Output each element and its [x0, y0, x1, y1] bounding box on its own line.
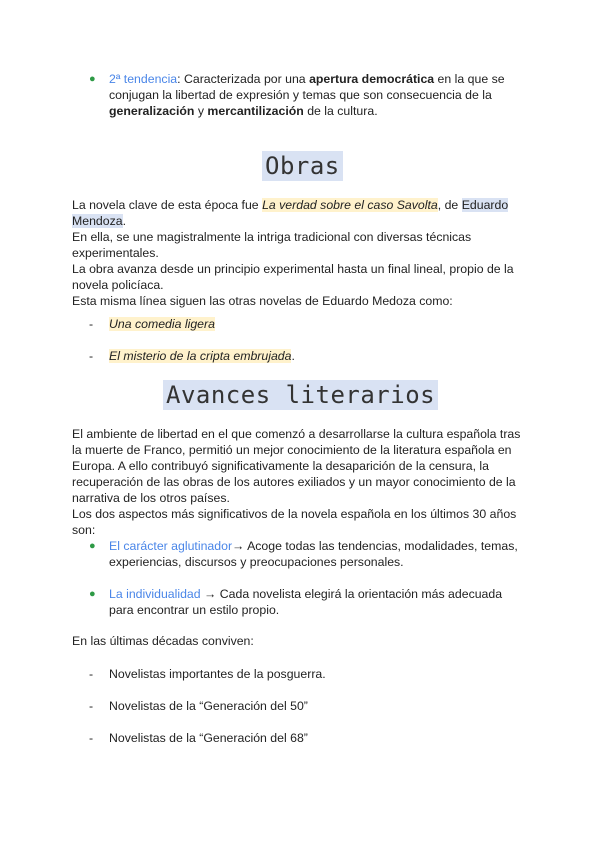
document-page: ● 2ª tendencia: Caracterizada por una apertura democrática en la que se conjugan la libertad de expresión y temas que son consecuencia de la generalización y mercantilización de la cultura. Obras La novela clave de esta época fue La verdad sobre el caso Savolta, de Eduardo Mendoza. En ella, se une magistralmente la intriga tradicional con diversas técnicas experimentales. La obra avanza desde un principio experimental hasta un final lineal, propio de la novela policíaca. Esta misma línea siguen las otras novelas de Eduardo Medoza como: - Una comedia ligera - El misterio de la cripta embrujada. Avances literarios El ambiente de libertad en el que comenzó a desarrollarse la cultura española tras la muerte de Franco, permitió un mejor conocimiento de la literatura española en Europa. A ello contribuyó significativamente la desaparición de la censura, la recuperación de las obras de los autores exiliados y un mayor conocimiento de la narrativa de los otros países. Los dos aspectos más significativos de la novela española en los últimos 30 años son: ● El carácter aglutinador→ Acoge todas las tendencias, modalidades, temas, experiencias, discursos y preocupaciones personales. ● La individualidad → Cada novelista elegirá la orientación más adecuada para encontrar un estilo propio. En las últimas décadas conviven: - Novelistas importantes de la posguerra. - Novelistas de la “Generación del 50” - Novelistas de la “Generación del 68”: [0, 0, 600, 848]
obras-p2: En ella, se une magistralmente la intriga tradicional con diversas técnicas experimentales.: [72, 230, 472, 260]
heading-obras: Obras: [262, 151, 343, 181]
bullet-icon: ●: [89, 540, 96, 552]
obras-paragraphs: [72, 197, 532, 309]
novel-title: La verdad sobre el caso Savolta: [262, 198, 438, 212]
dash-icon: -: [89, 731, 94, 745]
dash-icon: -: [89, 349, 94, 363]
dash-icon: -: [89, 699, 94, 713]
avances-paragraphs: [72, 426, 532, 538]
obras-p4: Esta misma línea siguen las otras novelas de Eduardo Medoza como:: [72, 294, 453, 308]
bullet-icon: ●: [89, 73, 96, 85]
avances-p1: El ambiente de libertad en el que comenzó a desarrollarse la cultura española tras la muerte de Franco, permitió un mejor conocimiento de la literatura española en Europa. A ello contribuyó significativamente la desaparición de la censura, la recuperación de las obras de los autores exiliados y un mayor conocimiento de la narrativa de los otros países.: [72, 427, 521, 505]
heading-avances: Avances literarios: [163, 380, 438, 410]
obras-p1: La novela clave de esta época fue La verdad sobre el caso Savolta, de Eduardo Mendoza.: [72, 198, 509, 228]
dash-icon: -: [89, 317, 94, 331]
bullet-icon: ●: [89, 588, 96, 600]
dash-icon: -: [89, 667, 94, 681]
obras-p3: La obra avanza desde un principio experimental hasta un final lineal, propio de la novela policíaca.: [72, 262, 514, 292]
novel-title: Una comedia ligera: [109, 317, 215, 331]
avances-p3: En las últimas décadas conviven:: [72, 634, 254, 648]
tendency-label: 2ª tendencia: [109, 72, 178, 86]
aspect-label: La individualidad: [109, 587, 201, 601]
author-name: Eduardo Mendoza: [72, 198, 509, 228]
aspect-label: El carácter aglutinador: [109, 539, 233, 553]
tendency-text: 2ª tendencia: Caracterizada por una apertura democrática en la que se conjugan la libertad de expresión y temas que son consecuencia de la generalización y mercantilización de la cultura.: [109, 72, 505, 118]
novel-title: El misterio de la cripta embrujada: [109, 349, 292, 363]
avances-p2: Los dos aspectos más significativos de la novela española en los últimos 30 años son:: [72, 507, 517, 537]
